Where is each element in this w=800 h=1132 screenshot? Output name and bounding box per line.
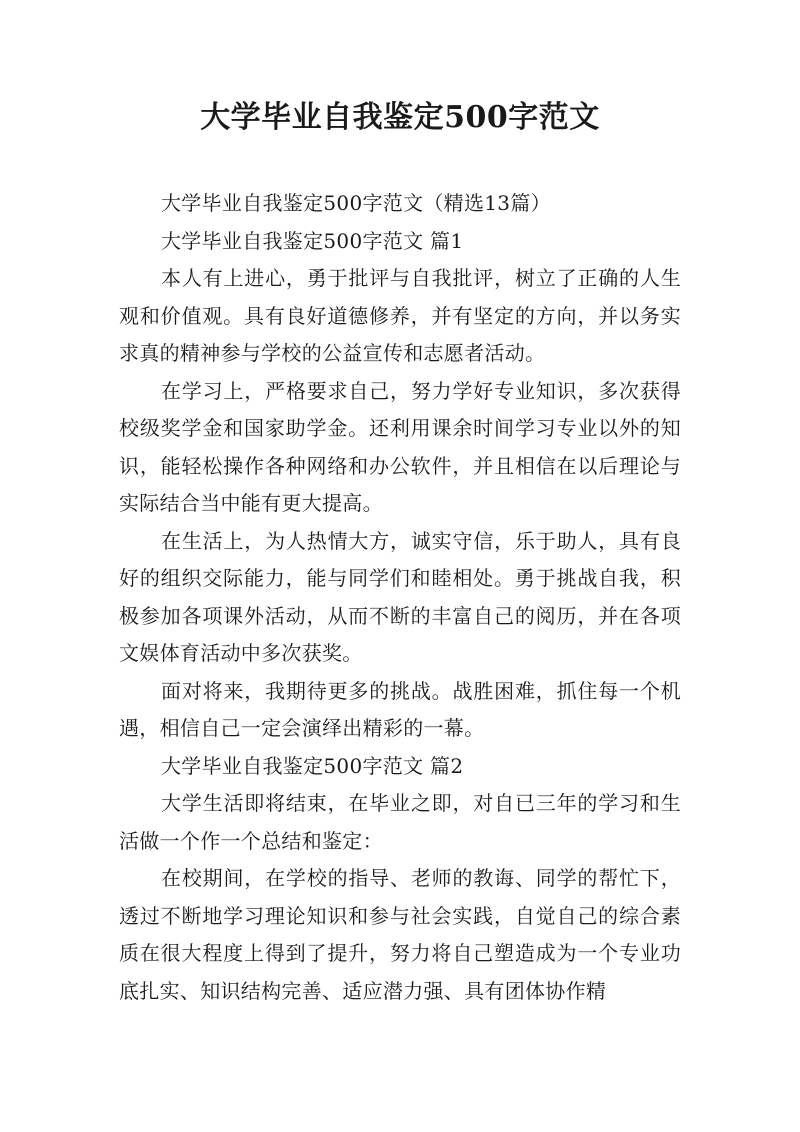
subtitle-line: 大学毕业自我鉴定500字范文（精选13篇） (161, 191, 551, 215)
paragraph: 本人有上进心，勇于批评与自我批评，树立了正确的人生观和价值观。具有良好道德修养，并有坚定的方向，并以务实求真的精神参与学校的公益宣传和志愿者活动。 (119, 266, 681, 365)
paragraph: 面对将来，我期待更多的挑战。战胜困难，抓住每一个机遇，相信自己一定会演绎出精彩的一幕。 (119, 678, 681, 740)
document-body (119, 185, 681, 1010)
paragraph: 在学习上，严格要求自己，努力学好专业知识，多次获得校级奖学金和国家助学金。还利用课余时间学习专业以外的知识，能轻松操作各种网络和办公软件，并且相信在以后理论与实际结合当中能有更大提高。 (119, 378, 681, 515)
section-heading: 大学毕业自我鉴定500字范文 篇1 (161, 228, 464, 253)
paragraph: 大学生活即将结束，在毕业之即，对自已三年的学习和生活做一个作一个总结和鉴定： (119, 791, 681, 853)
paragraph: 在生活上，为人热情大方，诚实守信，乐于助人，具有良好的组织交际能力，能与同学们和睦相处。勇于挑战自我，积极参加各项课外活动，从而不断的丰富自己的阅历，并在各项文娱体育活动中多次获奖。 (119, 528, 681, 665)
section-heading: 大学毕业自我鉴定500字范文 篇2 (161, 753, 464, 778)
paragraph: 在校期间，在学校的指导、老师的教诲、同学的帮忙下，透过不断地学习理论知识和参与社会实践，自觉自己的综合素质在很大程度上得到了提升，努力将自己塑造成为一个专业功底扎实、知识结构完善、适应潜力强、具有团体协作精 (119, 866, 681, 1003)
document-title: 大学毕业自我鉴定500字范文 (200, 100, 600, 135)
